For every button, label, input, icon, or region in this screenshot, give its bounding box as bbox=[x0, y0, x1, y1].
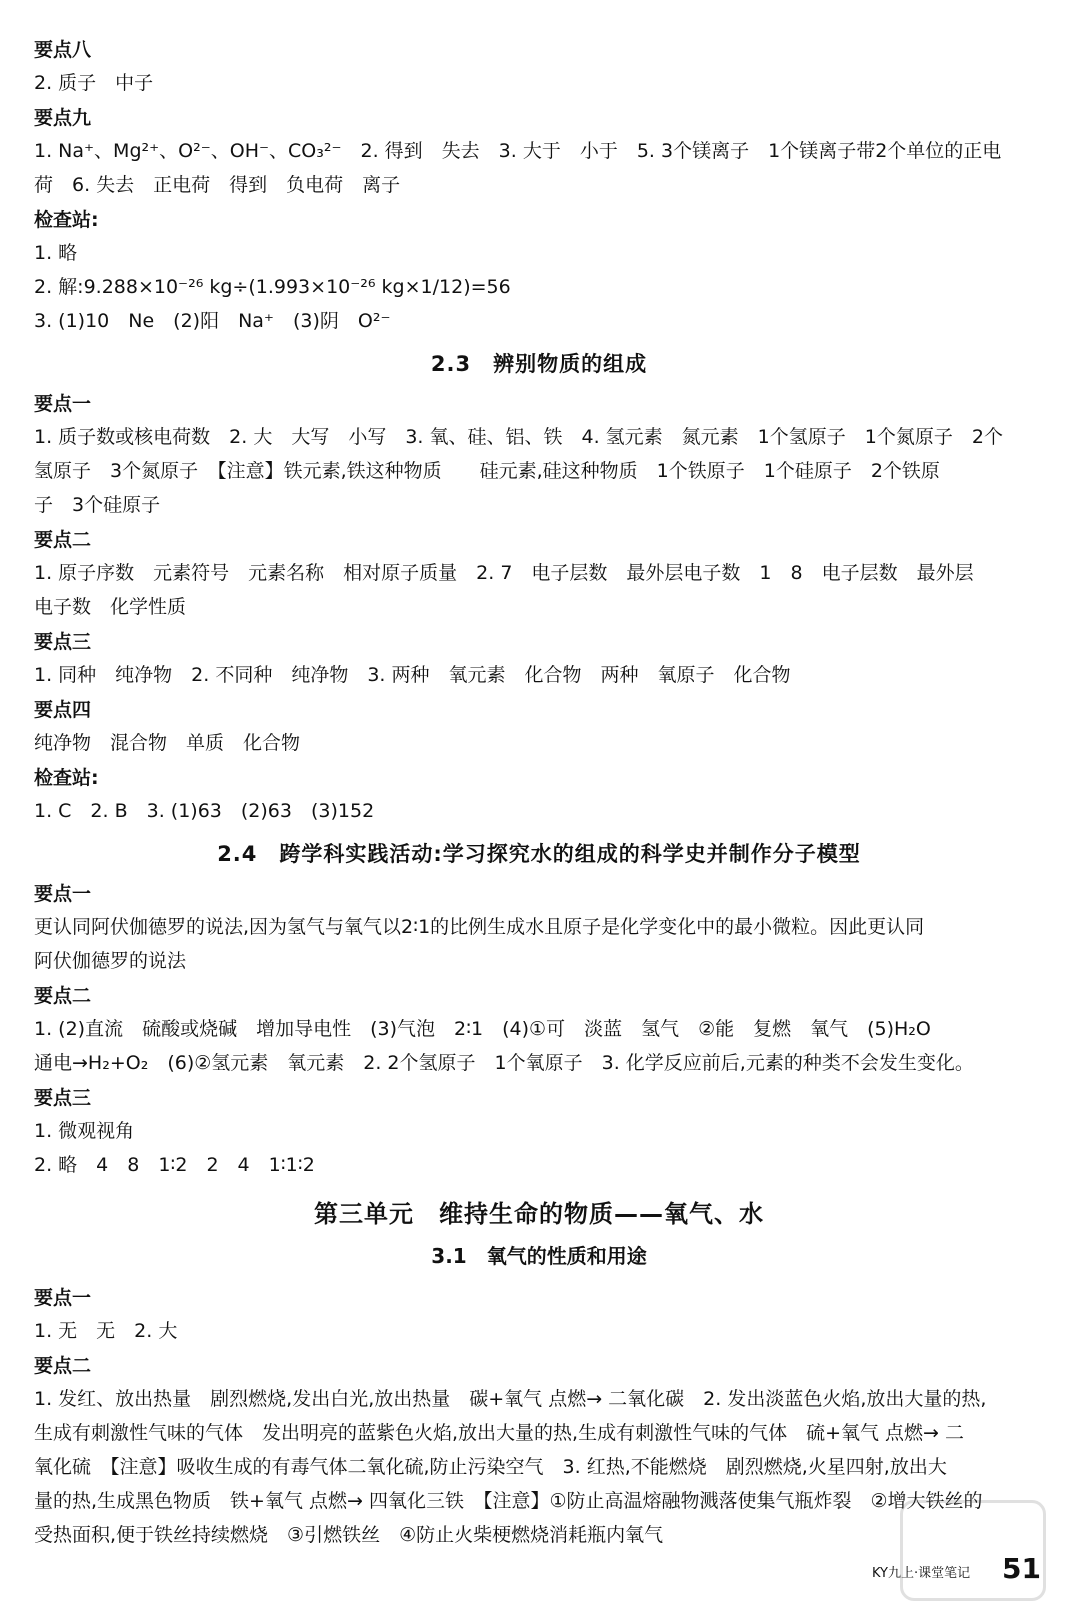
answer-line: 3. (1)10 Ne (2)阳 Na⁺ (3)阴 O²⁻ bbox=[34, 310, 391, 332]
section-heading: 要点一 bbox=[34, 883, 92, 905]
answer-line: 受热面积,便于铁丝持续燃烧 ③引燃铁丝 ④防止火柴梗燃烧消耗瓶内氧气 bbox=[34, 1524, 664, 1546]
answer-line: 2. 略 4 8 1∶2 2 4 1∶1∶2 bbox=[34, 1154, 315, 1176]
chapter-title: 2.4 跨学科实践活动:学习探究水的组成的科学史并制作分子模型 bbox=[217, 842, 861, 866]
answer-line: 1. Na⁺、Mg²⁺、O²⁻、OH⁻、CO₃²⁻ 2. 得到 失去 3. 大于 小于 5. 3个镁离子 1个镁离子带2个单位的正电 bbox=[34, 140, 1002, 162]
answer-line: 氢原子 3个氮原子 【注意】铁元素,铁这种物质 硅元素,硅这种物质 1个铁原子 1个硅原子 2个铁原 bbox=[34, 460, 940, 482]
answer-line: 电子数 化学性质 bbox=[34, 596, 187, 618]
answer-line: 1. 发红、放出热量 剧烈燃烧,发出白光,放出热量 碳+氧气 点燃→ 二氧化碳 2. 发出淡蓝色火焰,放出大量的热, bbox=[34, 1388, 987, 1410]
section-heading: 要点一 bbox=[34, 1287, 92, 1309]
answer-line: 通电→H₂+O₂ (6)②氢元素 氧元素 2. 2个氢原子 1个氧原子 3. 化学反应前后,元素的种类不会发生变化。 bbox=[34, 1052, 974, 1074]
section-heading: 要点八 bbox=[34, 39, 92, 61]
section-heading: 要点二 bbox=[34, 1355, 92, 1377]
section-heading: 要点三 bbox=[34, 631, 92, 653]
chapter-title: 第三单元 维持生命的物质——氧气、水 bbox=[314, 1200, 764, 1228]
answer-line: 1. 微观视角 bbox=[34, 1120, 135, 1142]
answer-line: 氧化硫 【注意】吸收生成的有毒气体二氧化硫,防止污染空气 3. 红热,不能燃烧 剧烈燃烧,火星四射,放出大 bbox=[34, 1456, 947, 1478]
section-heading: 要点一 bbox=[34, 393, 92, 415]
answer-page bbox=[34, 32, 1044, 1552]
section-heading: 检查站: bbox=[34, 209, 99, 231]
answer-line: 1. 同种 纯净物 2. 不同种 纯净物 3. 两种 氧元素 化合物 两种 氧原子 化合物 bbox=[34, 664, 791, 686]
answer-line: 1. (2)直流 硫酸或烧碱 增加导电性 (3)气泡 2∶1 (4)①可 淡蓝 氢气 ②能 复燃 氧气 (5)H₂O bbox=[34, 1018, 931, 1040]
section-heading: 检查站: bbox=[34, 767, 99, 789]
section-heading: 要点二 bbox=[34, 529, 92, 551]
section-heading: 要点四 bbox=[34, 699, 92, 721]
answer-line: 荷 6. 失去 正电荷 得到 负电荷 离子 bbox=[34, 174, 401, 196]
answer-line: 生成有刺激性气味的气体 发出明亮的蓝紫色火焰,放出大量的热,生成有刺激性气味的气体 硫+氧气 点燃→ 二 bbox=[34, 1422, 965, 1444]
answer-line: 量的热,生成黑色物质 铁+氧气 点燃→ 四氧化三铁 【注意】①防止高温熔融物溅落使集气瓶炸裂 ②增大铁丝的 bbox=[34, 1490, 983, 1512]
page-footer bbox=[872, 1552, 1062, 1592]
section-heading: 要点九 bbox=[34, 107, 92, 129]
book-code: KY九上·课堂笔记 bbox=[872, 1566, 971, 1581]
chapter-title: 3.1 氧气的性质和用途 bbox=[431, 1244, 647, 1268]
section-heading: 要点二 bbox=[34, 985, 92, 1007]
answer-line: 子 3个硅原子 bbox=[34, 494, 161, 516]
answer-line: 2. 解:9.288×10⁻²⁶ kg÷(1.993×10⁻²⁶ kg×1/12)=56 bbox=[34, 276, 511, 298]
answer-line: 纯净物 混合物 单质 化合物 bbox=[34, 732, 301, 754]
answer-line: 1. 无 无 2. 大 bbox=[34, 1320, 178, 1342]
answer-line: 1. 略 bbox=[34, 242, 78, 264]
page-number: 51 bbox=[1002, 1552, 1041, 1585]
answer-line: 阿伏伽德罗的说法 bbox=[34, 950, 187, 972]
section-heading: 要点三 bbox=[34, 1087, 92, 1109]
chapter-title: 2.3 辨别物质的组成 bbox=[430, 352, 648, 376]
answer-line: 2. 质子 中子 bbox=[34, 72, 154, 94]
answer-line: 更认同阿伏伽德罗的说法,因为氢气与氧气以2∶1的比例生成水且原子是化学变化中的最小微粒。因此更认同 bbox=[34, 916, 925, 938]
answer-line: 1. 原子序数 元素符号 元素名称 相对原子质量 2. 7 电子层数 最外层电子数 1 8 电子层数 最外层 bbox=[34, 562, 974, 584]
answer-line: 1. C 2. B 3. (1)63 (2)63 (3)152 bbox=[34, 800, 375, 822]
answer-line: 1. 质子数或核电荷数 2. 大 大写 小写 3. 氧、硅、铝、铁 4. 氢元素 氮元素 1个氢原子 1个氮原子 2个 bbox=[34, 426, 1003, 448]
